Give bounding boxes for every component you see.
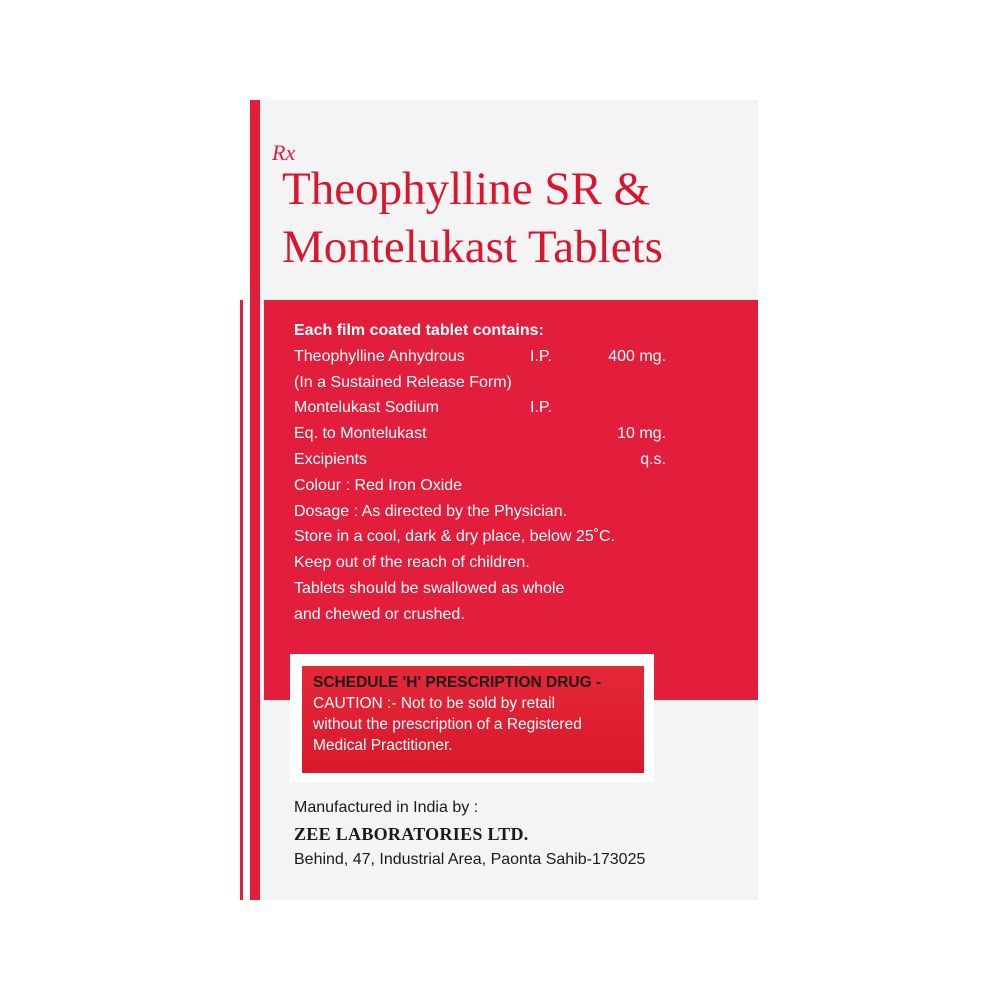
rx-symbol: Rx	[272, 140, 296, 165]
left-thin-red-line	[240, 300, 243, 900]
composition-line	[294, 395, 666, 421]
note-line: Tablets should be swallowed as whole	[294, 579, 565, 597]
composition-text	[294, 318, 666, 628]
composition-heading: Each film coated tablet contains:	[294, 322, 544, 339]
ingredient-name: Eq. to Montelukast	[294, 425, 427, 443]
ingredient-amount: q.s.	[640, 450, 666, 468]
manufacturer-block	[294, 796, 645, 872]
ingredient-amount: 10 mg.	[617, 425, 666, 443]
left-red-stripe	[250, 100, 260, 900]
note-line: and chewed or crushed.	[294, 605, 465, 623]
warning-line: CAUTION :- Not to be sold by retail	[313, 695, 556, 712]
product-title	[282, 160, 663, 276]
manufacturer-company: ZEE LABORATORIES LTD.	[294, 824, 529, 844]
ingredient-name: Montelukast Sodium	[294, 399, 439, 417]
note-line: Keep out of the reach of children.	[294, 554, 530, 572]
ingredient-standard: I.P.	[530, 347, 552, 365]
composition-line	[294, 421, 666, 447]
note-line: Dosage : As directed by the Physician.	[294, 502, 568, 520]
composition-line	[294, 447, 666, 473]
warning-line: without the prescription of a Registered	[313, 716, 582, 733]
manufacturer-label: Manufactured in India by :	[294, 799, 479, 816]
warning-heading: SCHEDULE 'H' PRESCRIPTION DRUG -	[313, 674, 602, 691]
note-line: Store in a cool, dark & dry place, below 25˚C.	[294, 528, 616, 546]
title-line-2: Montelukast Tablets	[282, 221, 663, 273]
manufacturer-address: Behind, 47, Industrial Area, Paonta Sahib-173025	[294, 851, 646, 868]
ingredient-amount: 400 mg.	[608, 347, 666, 365]
ingredient-name: Theophylline Anhydrous	[294, 347, 465, 365]
ingredient-standard: I.P.	[530, 399, 552, 417]
title-line-1: Theophylline SR &	[282, 163, 651, 215]
note-line: Colour : Red Iron Oxide	[294, 476, 463, 494]
ingredient-name: Excipients	[294, 450, 367, 468]
warning-line: Medical Practitioner.	[313, 737, 453, 754]
composition-line	[294, 344, 666, 370]
warning-text	[313, 672, 643, 756]
ingredient-name: (In a Sustained Release Form)	[294, 373, 512, 391]
composition-line	[294, 370, 666, 396]
